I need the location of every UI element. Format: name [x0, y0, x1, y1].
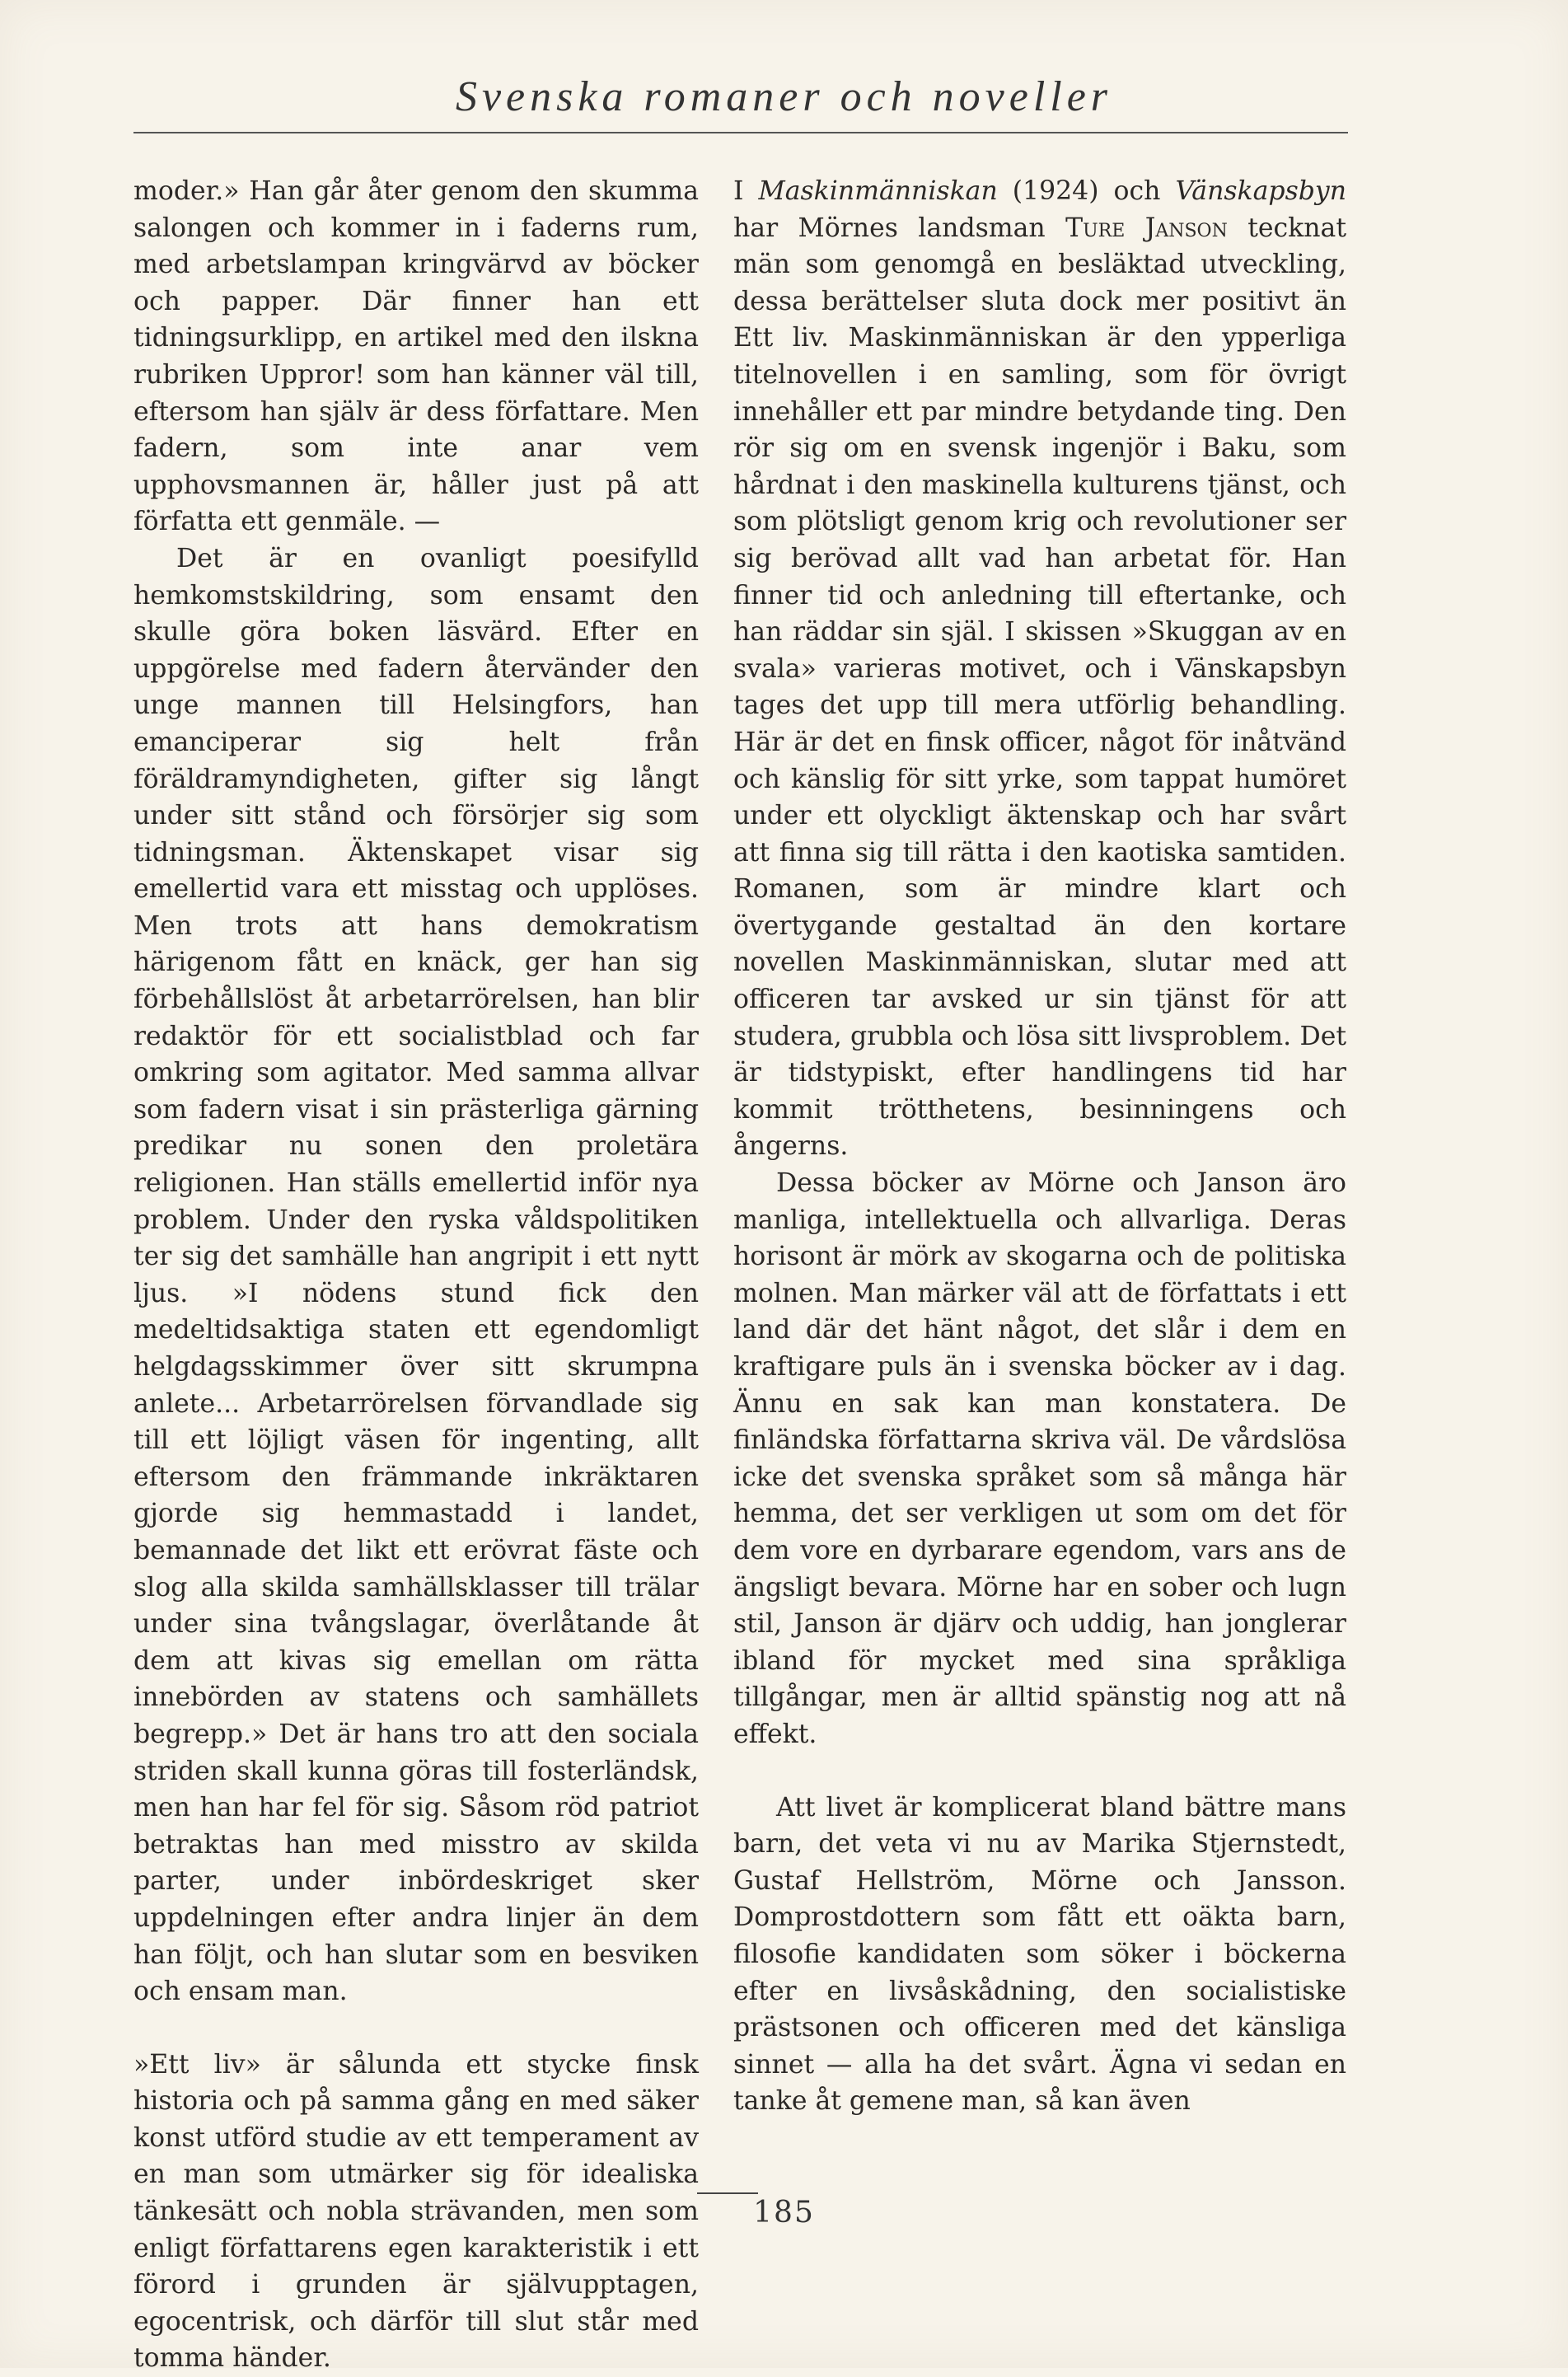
left-paragraph-3: »Ett liv» är sålunda ett stycke finsk historia och på samma gång en med säker konst utförd studie av ett temperament av en man som utmärker sig för idealiska tänkesätt och nobla strävanden, men som enligt författarens egen karakteristik i ett förord i grunden är självupptagen, egocentrisk, och därför till slut står med tomma händer. — [133, 2049, 699, 2374]
book-title-vanskapsbyn: Vänskapsbyn — [1175, 176, 1346, 206]
section-gap — [733, 1753, 1346, 1790]
right-column — [733, 173, 1346, 2120]
left-paragraph-1: moder.» Han går åter genom den skumma salongen och kommer in i faderns rum, med arbetslampan kringvärvd av böcker och papper. Där finner han ett tidningsurklipp, en artikel med den ilskna rubriken Uppror! som han känner väl till, eftersom han själv är dess författare. Men fadern, som inte anar vem upphovsmannen är, håller just på att författa ett genmäle. — — [133, 176, 699, 537]
running-head: Svenska romaner och noveller — [455, 73, 1113, 120]
left-paragraph-2: Det är en ovanligt poesifylld hemkomstskildring, som ensamt den skulle göra boken läsvärd. Efter en uppgörelse med fadern återvänder den unge mannen till Helsingfors, han emanciperar sig helt från föräldramyndigheten, gifter sig långt under sitt stånd och försörjer sig som tidningsman. Äktenskapet visar sig emellertid vara ett misstag och upplöses. Men trots att hans demokratism härigenom fått en knäck, ger han sig förbehållslöst åt arbetarrörelsen, han blir redaktör för ett socialistblad och far omkring som agitator. Med samma allvar som fadern visat i sin prästerliga gärning predikar nu sonen den proletära religionen. Han ställs emellertid inför nya problem. Under den ryska våldspolitiken ter sig det samhälle han angripit i ett nytt ljus. »I nödens stund fick den medeltidsaktiga staten ett egendomligt helgdagsskimmer över sitt skrumpna anlete... Arbetarrörelsen förvandlade sig till ett löjligt väsen för ingenting, allt eftersom den främmande inkräktaren gjorde sig hemmastadd i landet, bemannade det likt ett erövrat fäste och slog alla skilda samhällsklasser till trälar under sina tvångslagar, överlåtande åt dem att kivas sig emellan om rätta innebörden av statens och samhällets begrepp.» Det är hans tro att den sociala striden skall kunna göras till fosterländsk, men han har fel för sig. Såsom röd patriot betraktas han med misstro av skilda parter, under inbördeskriget sker uppdelningen efter andra linjer än dem han följt, och han slutar som en besviken och ensam man. — [133, 543, 699, 2007]
p1-lead: I — [733, 176, 759, 206]
right-paragraph-3: Att livet är komplicerat bland bättre mans barn, det veta vi nu av Marika Stjernstedt, Gustaf Hellström, Mörne och Jansson. Domprostdottern som fått ett oäkta barn, filosofie kandidaten som söker i böckerna efter en livsåskådning, den socialistiske prästsonen och officeren med det känsliga sinnet — alla ha det svårt. Ägna vi sedan en tanke åt gemene man, så kan även — [733, 1792, 1346, 2117]
page-number: 185 — [753, 2196, 815, 2230]
p1-mid-2: har Mörnes landsman — [733, 213, 1066, 243]
page-number-rule — [697, 2192, 758, 2194]
book-title-maskinmanniskan: Maskinmänniskan — [758, 176, 998, 206]
header-rule — [133, 132, 1348, 133]
right-paragraph-1 — [733, 173, 1346, 1165]
left-column — [133, 173, 699, 2377]
section-gap — [133, 2010, 699, 2047]
author-name-ture-janson: Ture Janson — [1065, 213, 1228, 243]
right-paragraph-2: Dessa böcker av Mörne och Janson äro manliga, intellektuella och allvarliga. Deras horisont är mörk av skogarna och de politiska molnen. Man märker väl att de författats i ett land där det hänt något, det slår i dem en kraftigare puls än i svenska böcker av i dag. Ännu en sak kan man konstatera. De finländska författarna skriva väl. De vårdslösa icke det svenska språket som så många här hemma, det ser verkligen ut som om det för dem vore en dyrbarare egendom, vars ans de ängsligt bevara. Mörne har en sober och lugn stil, Janson är djärv och uddig, han jonglerar ibland för mycket med sina språkliga tillgångar, men är alltid spänstig nog att nå effekt. — [733, 1168, 1346, 1749]
p1-rest: tecknat män som genomgå en besläktad utveckling, dessa berättelser sluta dock mer positivt än Ett liv. Maskinmänniskan är den ypperliga titelnovellen i en samling, som för övrigt innehåller ett par mindre betydande ting. Den rör sig om en svensk ingenjör i Baku, som hårdnat i den maskinella kulturens tjänst, och som plötsligt genom krig och revolutioner ser sig berövad allt vad han arbetat för. Han finner tid och anledning till eftertanke, och han räddar sin själ. I skissen »Skuggan av en svala» varieras motivet, och i Vänskapsbyn tages det upp till mera utförlig behandling. Här är det en finsk officer, något för inåtvänd och känslig för sitt yrke, som tappat humöret under ett olyckligt äktenskap och har svårt att finna sig till rätta i den kaotiska samtiden. Romanen, som är mindre klart och övertygande gestaltad än den kortare novellen Maskinmänniskan, slutar med att officeren tar avsked ur sin tjänst för att studera, grubbla och lösa sitt livsproblem. Det är tidstypiskt, efter handlingens tid har kommit trötthetens, besinningens och ångerns. — [733, 213, 1346, 1162]
p1-mid-1: (1924) och — [997, 176, 1176, 206]
